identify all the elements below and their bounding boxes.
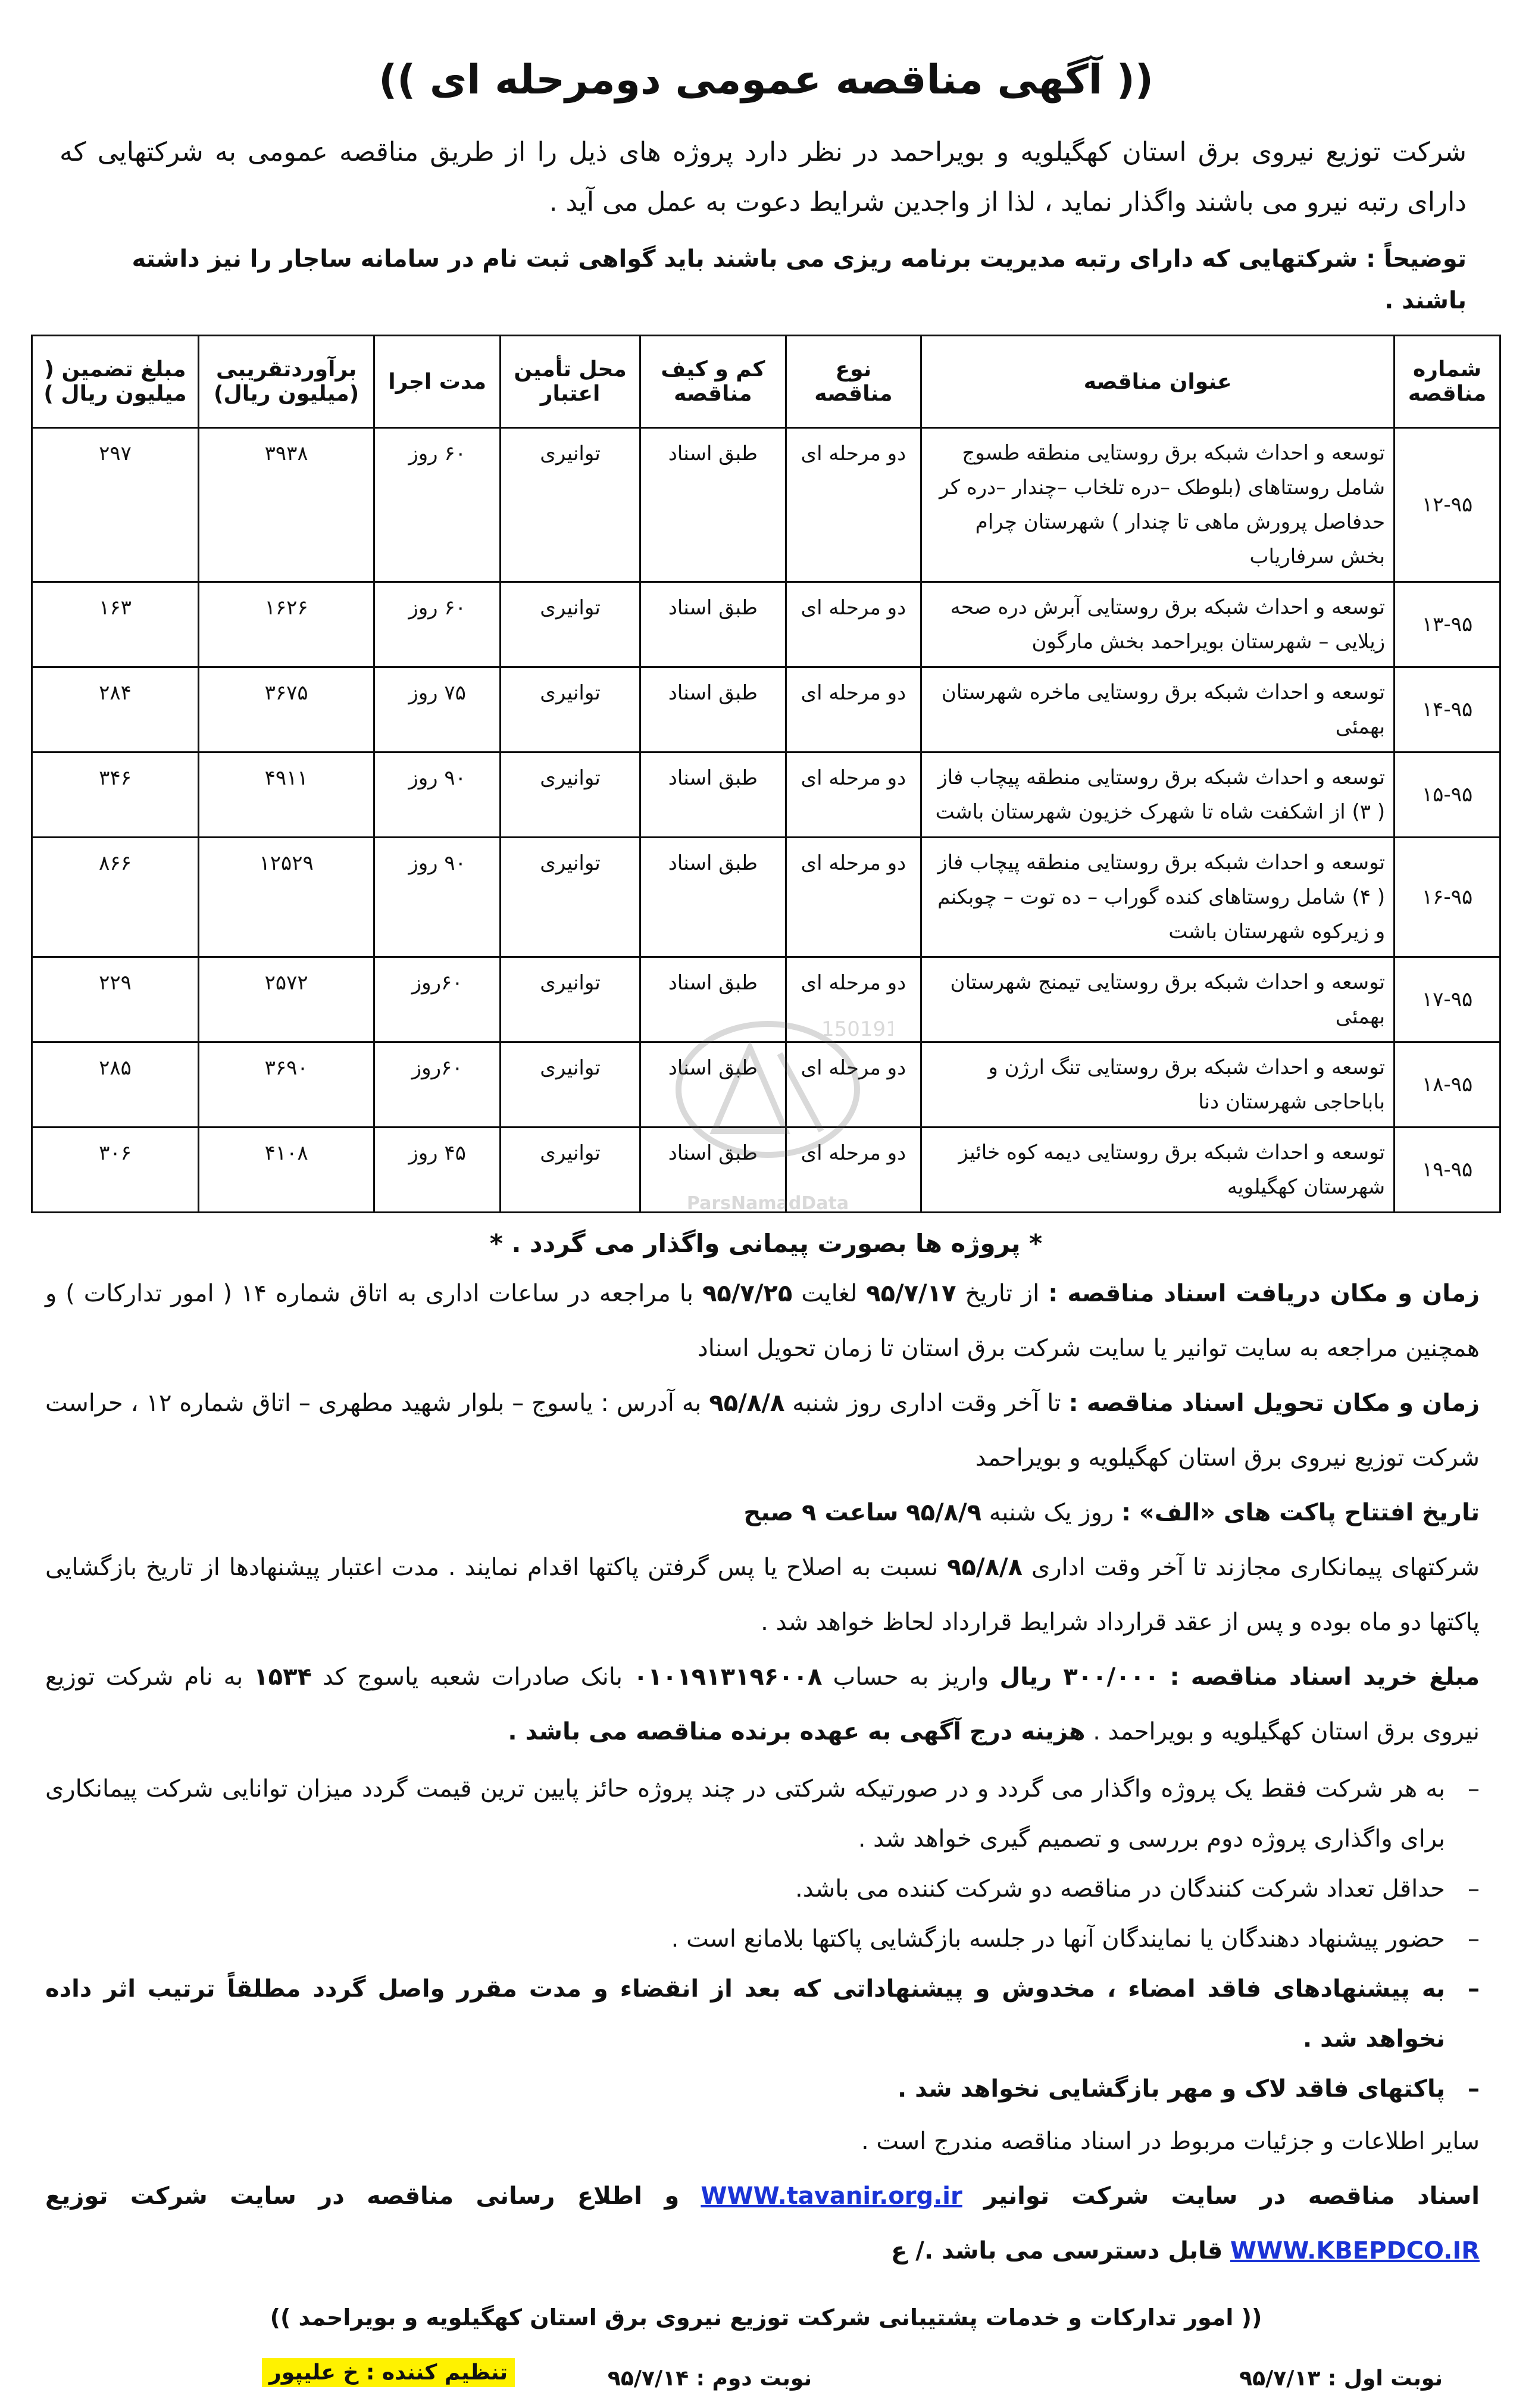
tender-terms-cell: طبق اسناد xyxy=(640,838,786,957)
tender-type-cell: دو مرحله ای xyxy=(786,838,921,957)
list-item: – حداقل تعداد شرکت کنندگان در مناقصه دو شرکت کننده می باشد. xyxy=(45,1864,1480,1914)
docs-text-2: و اطلاع رسانی مناقصه در سایت شرکت توزیع xyxy=(45,2182,680,2210)
author-badge: تنظیم کننده : خ علیپور xyxy=(262,2358,515,2387)
tavanir-link[interactable]: WWW.tavanir.org.ir xyxy=(701,2182,962,2210)
delivery-docs-label: زمان و مکان تحویل اسناد مناقصه : xyxy=(1068,1389,1480,1417)
tender-number-cell: ۱۸-۹۵ xyxy=(1395,1042,1500,1128)
receive-text-3: با مراجعه در ساعات اداری به اتاق شماره ۱۴ ( امور تدارکات ) و همچنین مراجعه به سایت توانیر یا سایت شرکت برق استان تا زمان تحویل اسناد xyxy=(45,1280,1480,1362)
docs-text-3: قابل دسترسی می باشد ./ ع xyxy=(891,2237,1223,2265)
table-row xyxy=(32,957,1500,1042)
duration-cell: ۶۰ روز xyxy=(374,428,501,582)
contractors-date: ۹۵/۸/۸ xyxy=(947,1554,1023,1581)
tender-terms-cell: طبق اسناد xyxy=(640,752,786,838)
tender-notice xyxy=(24,24,1508,2408)
tender-terms-cell: طبق اسناد xyxy=(640,1128,786,1213)
header-tender-title: عنوان مناقصه xyxy=(921,336,1395,428)
opening-paragraph xyxy=(24,1485,1508,1540)
table-row xyxy=(32,1128,1500,1213)
tender-type-cell: دو مرحله ای xyxy=(786,1128,921,1213)
tender-title-cell: توسعه و احداث شبکه برق روستایی منطقه طسوج شامل روستاهای (بلوطک –دره تلخاب –چندار –دره کر حدفاصل پرورش ماهی تا چندار ) شهرستان چرام بخش سرفاریاب xyxy=(921,428,1395,582)
other-info: سایر اطلاعات و جزئیات مربوط در اسناد مناقصه مندرج است . xyxy=(861,2128,1480,2155)
tender-title-cell: توسعه و احداث شبکه برق روستایی تیمنج شهرستان بهمئی xyxy=(921,957,1395,1042)
header-estimate: برآوردتقریبی (میلیون ریال) xyxy=(198,336,374,428)
estimate-cell: ۳۹۳۸ xyxy=(198,428,374,582)
footer-row xyxy=(24,2354,1508,2408)
second-publication: نوبت دوم : ۹۵/۷/۱۴ xyxy=(607,2366,812,2391)
guarantee-cell: ۲۲۹ xyxy=(32,957,199,1042)
table-header-row xyxy=(32,336,1500,428)
table-row xyxy=(32,667,1500,752)
list-item: – پاکتهای فاقد لاک و مهر بازگشایی نخواهد شد . xyxy=(45,2064,1480,2114)
guarantee-cell: ۱۶۳ xyxy=(32,582,199,667)
receive-to-date: ۹۵/۷/۲۵ xyxy=(702,1280,793,1307)
tender-number-cell: ۱۹-۹۵ xyxy=(1395,1128,1500,1213)
docs-text-1: اسناد مناقصه در سایت شرکت توانیر xyxy=(983,2182,1480,2210)
purchase-amount: ۳۰۰/۰۰۰ ریال xyxy=(999,1663,1159,1691)
duration-cell: ۶۰روز xyxy=(374,957,501,1042)
header-tender-terms: کم و کیف مناقصه xyxy=(640,336,786,428)
tender-type-cell: دو مرحله ای xyxy=(786,752,921,838)
duration-cell: ۶۰ روز xyxy=(374,582,501,667)
tender-terms-cell: طبق اسناد xyxy=(640,428,786,582)
contract-note: * پروژه ها بصورت پیمانی واگذار می گردد . * xyxy=(489,1229,1043,1258)
tender-number-cell: ۱۷-۹۵ xyxy=(1395,957,1500,1042)
tender-terms-cell: طبق اسناد xyxy=(640,957,786,1042)
receive-docs-label: زمان و مکان دریافت اسناد مناقصه : xyxy=(1048,1280,1480,1307)
delivery-text-2: به آدرس : یاسوج – بلوار شهید مطهری – اتاق شماره ۱۲ ، حراست شرکت توزیع نیروی برق استان کهگیلویه و بویراحمد xyxy=(45,1389,1480,1472)
tender-type-cell: دو مرحله ای xyxy=(786,582,921,667)
tenders-table xyxy=(31,335,1501,1213)
tender-number-cell: ۱۵-۹۵ xyxy=(1395,752,1500,838)
receive-text-1: از تاریخ xyxy=(965,1280,1040,1307)
guarantee-cell: ۲۸۴ xyxy=(32,667,199,752)
funding-source-cell: توانیری xyxy=(501,667,640,752)
estimate-cell: ۲۵۷۲ xyxy=(198,957,374,1042)
opening-label: تاریخ افتتاح پاکت های «الف» : xyxy=(1121,1499,1480,1526)
header-tender-type: نوع مناقصه xyxy=(786,336,921,428)
header-duration: مدت اجرا xyxy=(374,336,501,428)
estimate-cell: ۳۶۷۵ xyxy=(198,667,374,752)
funding-source-cell: توانیری xyxy=(501,1128,640,1213)
contractors-paragraph xyxy=(24,1540,1508,1650)
list-item: – به پیشنهادهای فاقد امضاء ، مخدوش و پیشنهاداتی که بعد از انقضاء و مدت مقرر واصل گردد مطلقاً ترتیب اثر داده نخواهد شد . xyxy=(45,1964,1480,2064)
delivery-text-1: تا آخر وقت اداری روز شنبه xyxy=(792,1389,1061,1417)
conditions-list xyxy=(24,1764,1508,2114)
duration-cell: ۷۵ روز xyxy=(374,667,501,752)
kbepdco-link[interactable]: WWW.KBEPDCO.IR xyxy=(1230,2237,1480,2265)
notice-title: (( آگهی مناقصه عمومی دومرحله ای )) xyxy=(379,57,1153,104)
guarantee-cell: ۸۶۶ xyxy=(32,838,199,957)
tender-title-cell: توسعه و احداث شبکه برق روستایی ماخره شهرستان بهمئی xyxy=(921,667,1395,752)
tender-number-cell: ۱۲-۹۵ xyxy=(1395,428,1500,582)
delivery-docs-paragraph xyxy=(24,1376,1508,1485)
funding-source-cell: توانیری xyxy=(501,428,640,582)
duration-cell: ۹۰ روز xyxy=(374,838,501,957)
header-tender-number: شماره مناقصه xyxy=(1395,336,1500,428)
contractors-text-1: شرکتهای پیمانکاری مجازند تا آخر وقت اداری xyxy=(1031,1554,1480,1581)
tender-type-cell: دو مرحله ای xyxy=(786,1042,921,1128)
header-guarantee: مبلغ تضمین ( میلیون ریال ) xyxy=(32,336,199,428)
watermark-brand: ParsNamadData xyxy=(686,1193,849,1214)
receive-from-date: ۹۵/۷/۱۷ xyxy=(866,1280,956,1307)
table-row xyxy=(32,1042,1500,1128)
estimate-cell: ۱۲۵۲۹ xyxy=(198,838,374,957)
purchase-branch-code: ۱۵۳۴ xyxy=(254,1663,312,1691)
watermark-number: 150191 xyxy=(821,1017,893,1041)
documents-paragraph xyxy=(24,2169,1508,2278)
tender-terms-cell: طبق اسناد xyxy=(640,1042,786,1128)
header-funding-source: محل تأمین اعتبار xyxy=(501,336,640,428)
estimate-cell: ۴۱۰۸ xyxy=(198,1128,374,1213)
funding-source-cell: توانیری xyxy=(501,752,640,838)
purchase-text-1: واریز به حساب xyxy=(833,1663,989,1691)
purchase-paragraph xyxy=(24,1650,1508,1759)
purchase-text-2: بانک صادرات شعبه یاسوج کد xyxy=(322,1663,623,1691)
table-row xyxy=(32,838,1500,957)
opening-text-1: روز یک شنبه xyxy=(989,1499,1114,1526)
registration-note: توضیحاً : شرکتهایی که دارای رتبه مدیریت برنامه ریزی می باشند باید گواهی ثبت نام در سامانه ساجار را نیز داشته باشند . xyxy=(132,245,1467,314)
tender-title-cell: توسعه و احداث شبکه برق روستایی آبرش دره صحه زیلایی – شهرستان بویراحمد بخش مارگون xyxy=(921,582,1395,667)
tender-title-cell: توسعه و احداث شبکه برق روستایی منطقه پیچاب فاز ( ۴) شامل روستاهای کنده گوراب – ده توت – چوبکنم و زیرکوه شهرستان باشت xyxy=(921,838,1395,957)
tender-title-cell: توسعه و احداث شبکه برق روستایی منطقه پیچاب فاز ( ۳) از اشکفت شاه تا شهرک خزیون شهرستان باشت xyxy=(921,752,1395,838)
funding-source-cell: توانیری xyxy=(501,1042,640,1128)
table-row xyxy=(32,752,1500,838)
list-item: – حضور پیشنهاد دهندگان یا نمایندگان آنها در جلسه بازگشایی پاکتها بلامانع است . xyxy=(45,1914,1480,1964)
department-signature: (( امور تدارکات و خدمات پشتیبانی شرکت توزیع نیروی برق استان کهگیلویه و بویراحمد )) xyxy=(270,2304,1262,2331)
purchase-text-3: به نام شرکت توزیع نیروی برق استان کهگیلویه و بویراحمد . xyxy=(45,1663,1480,1745)
tender-title-cell: توسعه و احداث شبکه برق روستایی تنگ ارژن و باباحاجی شهرستان دنا xyxy=(921,1042,1395,1128)
tender-type-cell: دو مرحله ای xyxy=(786,428,921,582)
tender-type-cell: دو مرحله ای xyxy=(786,667,921,752)
guarantee-cell: ۲۹۷ xyxy=(32,428,199,582)
estimate-cell: ۴۹۱۱ xyxy=(198,752,374,838)
tender-terms-cell: طبق اسناد xyxy=(640,667,786,752)
list-item: – به هر شرکت فقط یک پروژه واگذار می گردد و در صورتیکه شرکتی در چند پروژه حائز پایین ترین قیمت گردد میزان توانایی شرکت پیمانکاری برای واگذاری پروژه دوم بررسی و تصمیم گیری خواهد شد . xyxy=(45,1764,1480,1864)
duration-cell: ۴۵ روز xyxy=(374,1128,501,1213)
receive-docs-paragraph xyxy=(24,1266,1508,1376)
tender-number-cell: ۱۳-۹۵ xyxy=(1395,582,1500,667)
first-publication: نوبت اول : ۹۵/۷/۱۳ xyxy=(1239,2366,1443,2391)
tender-number-cell: ۱۴-۹۵ xyxy=(1395,667,1500,752)
duration-cell: ۹۰ روز xyxy=(374,752,501,838)
intro-paragraph: شرکت توزیع نیروی برق استان کهگیلویه و بویراحمد در نظر دارد پروژه های ذیل را از طریق مناقصه عمومی به شرکتهایی که دارای رتبه نیرو می باشند واگذار نماید ، لذا از واجدین شرایط دعوت به عمل می آید . xyxy=(60,137,1467,217)
funding-source-cell: توانیری xyxy=(501,838,640,957)
estimate-cell: ۱۶۲۶ xyxy=(198,582,374,667)
guarantee-cell: ۳۴۶ xyxy=(32,752,199,838)
funding-source-cell: توانیری xyxy=(501,582,640,667)
table-row xyxy=(32,428,1500,582)
tender-number-cell: ۱۶-۹۵ xyxy=(1395,838,1500,957)
purchase-label: مبلغ خرید اسناد مناقصه : xyxy=(1170,1663,1480,1691)
contractors-text-2: نسبت به اصلاح یا پس گرفتن پاکتها اقدام نمایند . مدت اعتبار پیشنهادها از تاریخ بازگشایی پاکتها دو ماه بوده و پس از عقد قرارداد شرایط قرارداد لحاظ خواهد شد . xyxy=(45,1554,1480,1636)
tender-title-cell: توسعه و احداث شبکه برق روستایی دیمه کوه خائیز شهرستان کهگیلویه xyxy=(921,1128,1395,1213)
opening-date: ۹۵/۸/۹ xyxy=(906,1499,982,1526)
opening-time: ساعت ۹ صبح xyxy=(743,1499,899,1526)
funding-source-cell: توانیری xyxy=(501,957,640,1042)
receive-text-2: لغایت xyxy=(801,1280,858,1307)
guarantee-cell: ۳۰۶ xyxy=(32,1128,199,1213)
delivery-date: ۹۵/۸/۸ xyxy=(709,1389,785,1417)
estimate-cell: ۳۶۹۰ xyxy=(198,1042,374,1128)
table-row xyxy=(32,582,1500,667)
tender-terms-cell: طبق اسناد xyxy=(640,582,786,667)
tender-type-cell: دو مرحله ای xyxy=(786,957,921,1042)
ad-cost-note: هزینه درج آگهی به عهده برنده مناقصه می باشد . xyxy=(508,1718,1086,1745)
guarantee-cell: ۲۸۵ xyxy=(32,1042,199,1128)
purchase-account: ۰۱۰۱۹۱۳۱۹۶۰۰۸ xyxy=(633,1663,823,1691)
duration-cell: ۶۰روز xyxy=(374,1042,501,1128)
